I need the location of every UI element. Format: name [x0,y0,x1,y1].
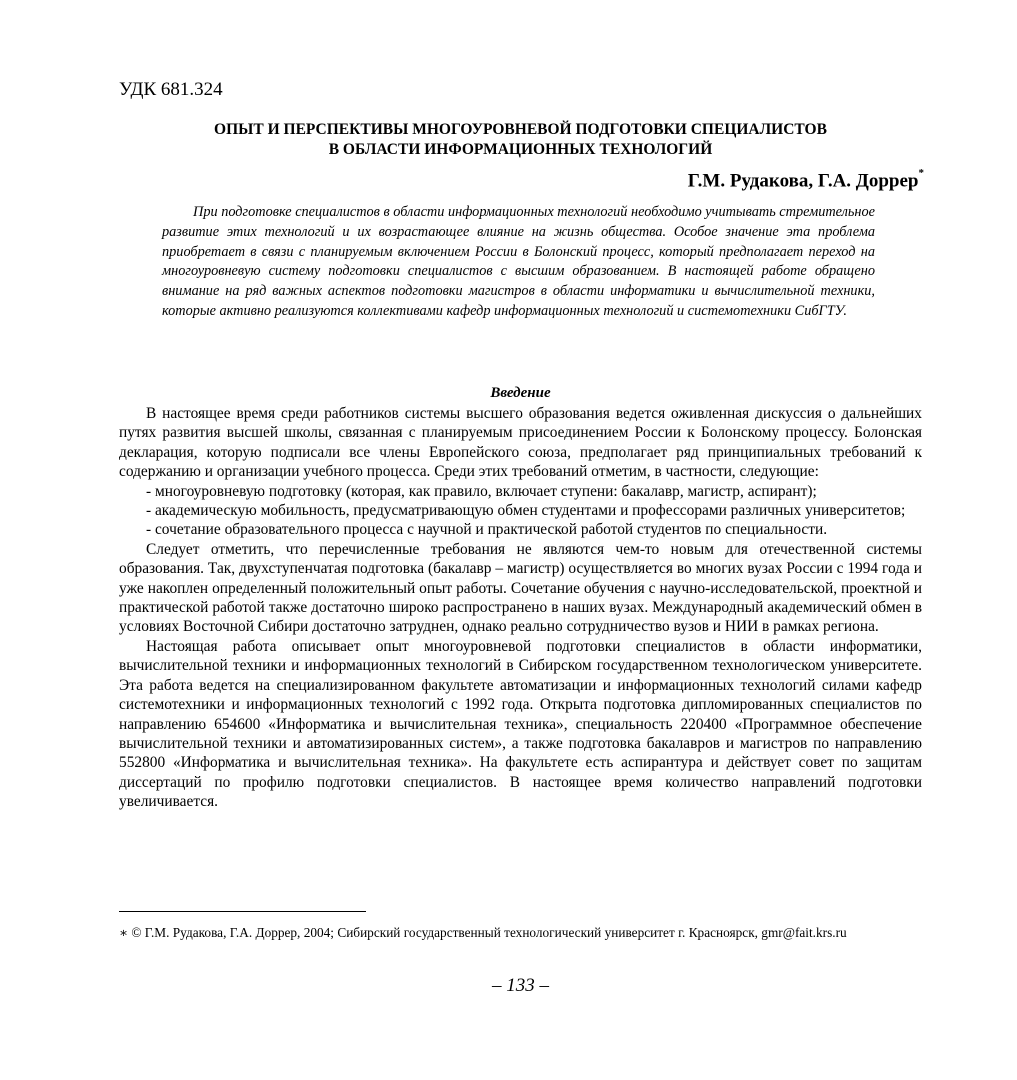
section-heading-introduction: Введение [490,385,551,401]
author-footnote-mark: * [918,167,924,179]
article-title [119,120,922,160]
paragraph: Следует отметить, что перечисленные требования не являются чем-то новым для отечественной системы образования. Так, двухступенчатая подготовка (бакалавр – магистр) осуществляется во многих вузах России с 1994 года и уже накоплен определенный положительный опыт работы. Сочетание обучения с научно-исследовательской, проектной и практической работой также достаточно широко распространено в наших вузах. Международный академический обмен в условиях Восточной Сибири достаточно затруднен, однако реально сотрудничество вузов и НИИ в рамках региона. [119,540,922,636]
page-number: – 133 – [492,975,549,996]
paragraph: Настоящая работа описывает опыт многоуровневой подготовки специалистов в области информатики, вычислительной техники и информационных технологий в Сибирском государственном технологическом университете. Эта работа ведется на специализированном факультете автоматизации и информационных технологий силами кафедр системотехники и информационных технологий с 1992 года. Открыта подготовка дипломированных специалистов по направлению 654600 «Информатика и вычислительная техника», специальность 220400 «Программное обеспечение вычислительной техники и автоматизированных систем», а также подготовка бакалавров и магистров по направлению 552800 «Информатика и вычислительная техника». На факультете есть аспирантура и действует совет по защитам диссертаций по профилю подготовки специалистов. В настоящее время количество направлений подготовки увеличивается. [119,637,922,811]
authors [687,167,924,192]
list-item: - сочетание образовательного процесса с научной и практической работой студентов по специальности. [146,521,828,539]
list-item: - академическую мобильность, предусматривающую обмен студентами и профессорами различных университетов; [146,502,906,520]
udk-code: УДК 681.324 [119,79,223,100]
title-line-1: ОПЫТ И ПЕРСПЕКТИВЫ МНОГОУРОВНЕВОЙ ПОДГОТОВКИ СПЕЦИАЛИСТОВ [214,121,827,138]
footnote: ∗ © Г.М. Рудакова, Г.А. Доррер, 2004; Сибирский государственный технологический университет г. Красноярск, gmr@fait.krs.ru [119,925,847,940]
author-names: Г.М. Рудакова, Г.А. Доррер [687,170,919,192]
footnote-divider [119,911,366,912]
body-text [119,404,922,812]
paragraph: В настоящее время среди работников системы высшего образования ведется оживленная дискуссия о дальнейших путях развития высшей школы, связанная с планируемым присоединением России к Болонскому процессу. Болонская декларация, которую подписали все члены Европейского союза, предполагает ряд принципиальных требований к содержанию и организации учебного процесса. Среди этих требований отметим, в частности, следующие: [119,405,922,481]
list-item: - многоуровневую подготовку (которая, как правило, включает ступени: бакалавр, магистр, аспирант); [146,482,817,500]
abstract: При подготовке специалистов в области информационных технологий необходимо учитывать стремительное развитие этих технологий и их возрастающее влияние на жизнь общества. Особое значение эта проблема приобретает в связи с планируемым включением России в Болонский процесс, который предполагает переход на многоуровневую систему подготовки специалистов с высшим образованием. В настоящей работе обращено внимание на ряд важных аспектов подготовки магистров в области информатики и вычислительной техники, которые активно реализуются коллективами кафедр информационных технологий и системотехники СибГТУ. [162,204,875,319]
title-line-2: В ОБЛАСТИ ИНФОРМАЦИОННЫХ ТЕХНОЛОГИЙ [328,141,713,158]
